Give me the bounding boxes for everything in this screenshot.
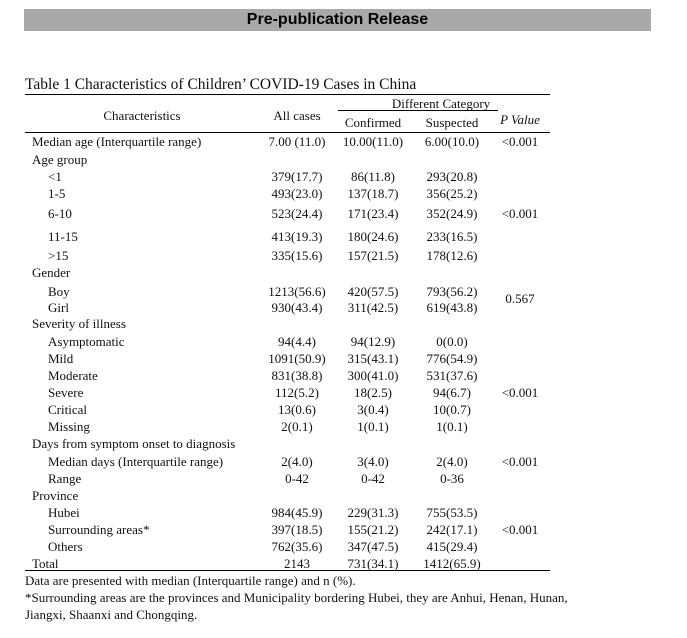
row-label: Surrounding areas* bbox=[48, 522, 150, 537]
row-label: Moderate bbox=[48, 368, 98, 383]
cell-suspected: 233(16.5) bbox=[426, 229, 478, 244]
cell-suspected: 352(24.9) bbox=[426, 206, 478, 221]
cell-suspected: 0(0.0) bbox=[436, 334, 468, 349]
cell-suspected: 793(56.2) bbox=[426, 284, 478, 299]
row-label: Median days (Interquartile range) bbox=[48, 454, 224, 469]
cell-all-cases: 831(38.8) bbox=[271, 368, 323, 383]
row-label: Province bbox=[32, 488, 79, 503]
cell-all-cases: 1091(50.9) bbox=[268, 351, 326, 366]
cell-all-cases: 7.00 (11.0) bbox=[268, 134, 326, 149]
cell-p-value: <0.001 bbox=[501, 522, 539, 537]
row-label: Median age (Interquartile range) bbox=[32, 134, 202, 149]
cell-confirmed: 300(41.0) bbox=[347, 368, 399, 383]
cell-all-cases: 0-42 bbox=[285, 471, 309, 486]
row-label: Days from symptom onset to diagnosis bbox=[32, 436, 236, 451]
cell-all-cases: 397(18.5) bbox=[271, 522, 323, 537]
cell-p-value: <0.001 bbox=[501, 206, 539, 221]
cell-confirmed: 347(47.5) bbox=[347, 539, 399, 554]
row-label: Gender bbox=[32, 265, 71, 280]
cell-confirmed: 137(18.7) bbox=[347, 186, 399, 201]
cell-confirmed: 420(57.5) bbox=[347, 284, 399, 299]
header-suspected: Suspected bbox=[425, 115, 479, 130]
cell-all-cases: 335(15.6) bbox=[271, 248, 323, 263]
row-label: 1-5 bbox=[48, 186, 66, 201]
cell-suspected: 2(4.0) bbox=[436, 454, 468, 469]
cell-confirmed: 18(2.5) bbox=[354, 385, 392, 400]
row-label: Severity of illness bbox=[32, 316, 126, 331]
row-label: >15 bbox=[48, 248, 69, 263]
cell-suspected: 356(25.2) bbox=[426, 186, 478, 201]
cell-confirmed: 10.00(11.0) bbox=[342, 134, 404, 149]
cell-suspected: 1(0.1) bbox=[436, 419, 468, 434]
footnote-surrounding-areas: *Surrounding areas are the provinces and Municipality bordering Hubei, they are Anhui, Henan, Hunan, bbox=[25, 590, 568, 605]
table-caption: Table 1 Characteristics of Children’ COVID-19 Cases in China bbox=[25, 76, 417, 93]
row-label: Severe bbox=[48, 385, 84, 400]
header-all-cases: All cases bbox=[273, 108, 321, 123]
cell-confirmed: 311(42.5) bbox=[347, 300, 399, 315]
header-characteristics: Characteristics bbox=[103, 108, 181, 123]
row-label: Asymptomatic bbox=[48, 334, 125, 349]
cell-all-cases: 2(0.1) bbox=[281, 419, 313, 434]
cell-suspected: 776(54.9) bbox=[426, 351, 478, 366]
cell-suspected: 242(17.1) bbox=[426, 522, 478, 537]
cell-all-cases: 984(45.9) bbox=[271, 505, 323, 520]
cell-suspected: 531(37.6) bbox=[426, 368, 478, 383]
cell-p-value: <0.001 bbox=[501, 385, 539, 400]
cell-confirmed: 1(0.1) bbox=[357, 419, 389, 434]
gender-p-value: 0.567 bbox=[505, 291, 535, 306]
cell-suspected: 619(43.8) bbox=[426, 300, 478, 315]
row-label: Boy bbox=[48, 284, 70, 299]
cell-all-cases: 112(5.2) bbox=[275, 385, 319, 400]
cell-suspected: 0-36 bbox=[440, 471, 464, 486]
cell-all-cases: 1213(56.6) bbox=[268, 284, 326, 299]
row-label: Hubei bbox=[48, 505, 80, 520]
cell-confirmed: 155(21.2) bbox=[347, 522, 399, 537]
pre-publication-banner: Pre-publication Release bbox=[24, 9, 651, 31]
footnote-provinces: Jiangxi, Shaanxi and Chongqing. bbox=[25, 607, 198, 622]
cell-confirmed: 315(43.1) bbox=[347, 351, 399, 366]
row-label: Girl bbox=[48, 300, 69, 315]
row-label: Others bbox=[48, 539, 83, 554]
cell-all-cases: 13(0.6) bbox=[278, 402, 316, 417]
cell-all-cases: 413(19.3) bbox=[271, 229, 323, 244]
cell-confirmed: 3(0.4) bbox=[357, 402, 389, 417]
cell-confirmed: 731(34.1) bbox=[347, 556, 399, 571]
cell-all-cases: 2(4.0) bbox=[281, 454, 313, 469]
cell-p-value: <0.001 bbox=[501, 134, 539, 149]
cell-confirmed: 0-42 bbox=[361, 471, 385, 486]
cell-all-cases: 523(24.4) bbox=[271, 206, 323, 221]
row-label: Total bbox=[32, 556, 59, 571]
cell-suspected: 94(6.7) bbox=[433, 385, 471, 400]
cell-all-cases: 930(43.4) bbox=[271, 300, 323, 315]
cell-all-cases: 94(4.4) bbox=[278, 334, 316, 349]
header-confirmed: Confirmed bbox=[344, 115, 402, 130]
cell-suspected: 415(29.4) bbox=[426, 539, 478, 554]
cell-suspected: 10(0.7) bbox=[433, 402, 471, 417]
header-p-value bbox=[500, 111, 540, 128]
cell-confirmed: 157(21.5) bbox=[347, 248, 399, 263]
cell-confirmed: 229(31.3) bbox=[347, 505, 399, 520]
cell-confirmed: 94(12.9) bbox=[350, 334, 396, 349]
cell-suspected: 755(53.5) bbox=[426, 505, 478, 520]
row-label: <1 bbox=[48, 169, 62, 184]
cell-confirmed: 3(4.0) bbox=[357, 454, 389, 469]
cell-all-cases: 379(17.7) bbox=[271, 169, 323, 184]
cell-suspected: 1412(65.9) bbox=[423, 556, 481, 571]
row-label: Range bbox=[48, 471, 82, 486]
header-p-value-text: P Value bbox=[500, 112, 540, 127]
cell-confirmed: 180(24.6) bbox=[347, 229, 399, 244]
row-label: Critical bbox=[48, 402, 87, 417]
cell-suspected: 6.00(10.0) bbox=[424, 134, 480, 149]
cell-all-cases: 493(23.0) bbox=[271, 186, 323, 201]
footnote-data-presented: Data are presented with median (Interquartile range) and n (%). bbox=[25, 573, 356, 588]
cell-suspected: 293(20.8) bbox=[426, 169, 478, 184]
row-label: Missing bbox=[48, 419, 90, 434]
row-label: 11-15 bbox=[48, 229, 78, 244]
row-label: 6-10 bbox=[48, 206, 72, 221]
cell-suspected: 178(12.6) bbox=[426, 248, 478, 263]
row-label: Mild bbox=[48, 351, 74, 366]
cell-p-value: <0.001 bbox=[501, 454, 539, 469]
row-label: Age group bbox=[32, 152, 88, 167]
cell-all-cases: 762(35.6) bbox=[271, 539, 323, 554]
header-different-category: Different Category bbox=[391, 96, 491, 111]
cell-confirmed: 86(11.8) bbox=[351, 169, 395, 184]
cell-all-cases: 2143 bbox=[284, 556, 310, 571]
cell-confirmed: 171(23.4) bbox=[347, 206, 399, 221]
